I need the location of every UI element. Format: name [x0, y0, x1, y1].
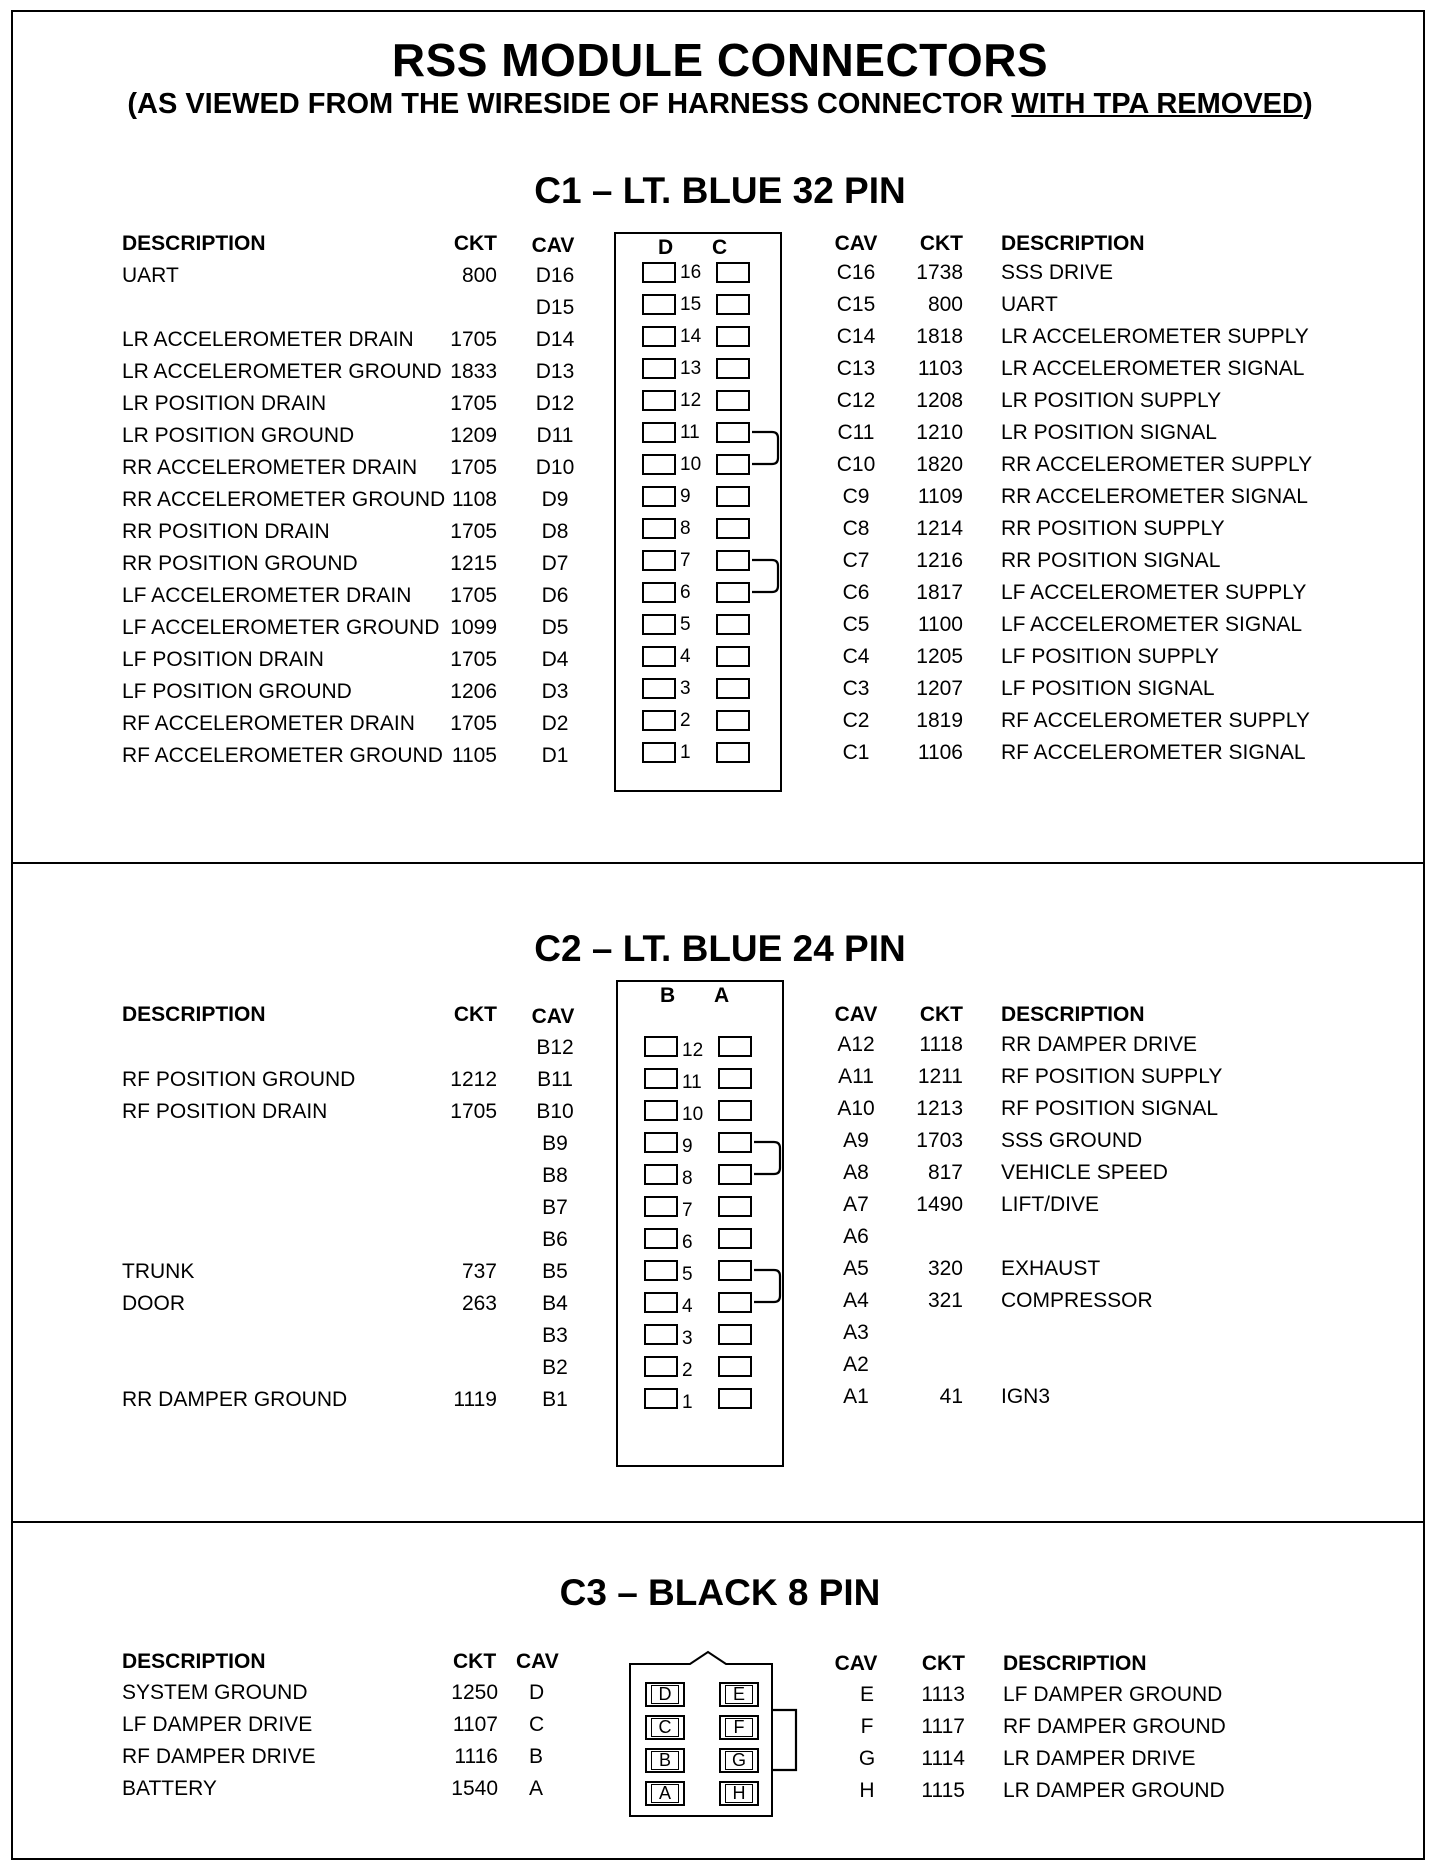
- c3-left-desc: RF DAMPER DRIVE: [122, 1745, 316, 1768]
- c2-pin-number: 10: [682, 1104, 704, 1125]
- c1-pin-right: [716, 486, 750, 507]
- c1-pin-number: 16: [680, 262, 702, 283]
- c1-right-desc: RR ACCELEROMETER SIGNAL: [1001, 485, 1308, 508]
- c1-right-cav: C9: [842, 485, 870, 508]
- c2-right-cav: A2: [843, 1353, 869, 1376]
- c1-left-cav: D13: [535, 360, 575, 383]
- c1-left-desc: LR POSITION DRAIN: [122, 392, 327, 415]
- c1-right-cav: C2: [842, 709, 870, 732]
- c1-right-cav: C6: [842, 581, 870, 604]
- c2-pin-number: 2: [682, 1360, 693, 1381]
- c1-right-ckt: 1205: [916, 645, 963, 668]
- c1-right-desc: SSS DRIVE: [1001, 261, 1114, 284]
- c2-right-desc: VEHICLE SPEED: [1001, 1161, 1168, 1184]
- c1-left-ckt: 1705: [450, 456, 497, 479]
- c1-left-cav: D12: [535, 392, 575, 415]
- c2-pin-number: 1: [682, 1392, 693, 1413]
- c2-pin-left: [644, 1292, 678, 1313]
- c1-left-desc: LF ACCELEROMETER DRAIN: [122, 584, 412, 607]
- c1-left-desc: RF ACCELEROMETER GROUND: [122, 744, 443, 767]
- c2-right-ckt: 320: [927, 1257, 963, 1280]
- c1-pin-number: 10: [680, 454, 702, 475]
- c1-right-cav-header: CAV: [834, 232, 878, 255]
- c1-left-cav: D9: [541, 488, 569, 511]
- c1-pin-right: [716, 710, 750, 731]
- c3-left-desc: SYSTEM GROUND: [122, 1681, 308, 1704]
- c1-left-ckt: 800: [461, 264, 497, 287]
- c1-right-cav: C5: [842, 613, 870, 636]
- c2-pin-right: [718, 1036, 752, 1057]
- c2-left-cav: B9: [542, 1132, 568, 1155]
- c2-right-ckt: 321: [927, 1289, 963, 1312]
- c2-pin-number: 5: [682, 1264, 693, 1285]
- c1-right-ckt: 1818: [916, 325, 963, 348]
- c3-left-ckt: 1250: [451, 1681, 498, 1704]
- c1-left-cav: D5: [541, 616, 569, 639]
- c2-column-label-right: A: [714, 984, 730, 1007]
- c1-right-desc: RF ACCELEROMETER SIGNAL: [1001, 741, 1306, 764]
- c2-left-ckt: 1705: [450, 1100, 497, 1123]
- c1-pin-number: 3: [680, 678, 691, 699]
- c3-pin-label-left: A: [651, 1784, 679, 1803]
- c2-pin-number: 3: [682, 1328, 693, 1349]
- c1-jumper-1: [752, 430, 792, 466]
- c2-left-desc: RR DAMPER GROUND: [122, 1388, 348, 1411]
- c1-right-ckt: 1214: [916, 517, 963, 540]
- c1-pin-number: 14: [680, 326, 702, 347]
- c1-right-desc: RR POSITION SUPPLY: [1001, 517, 1225, 540]
- c2-pin-number: 4: [682, 1296, 693, 1317]
- c1-left-ckt: 1206: [450, 680, 497, 703]
- c1-right-ckt: 1100: [917, 613, 963, 636]
- c3-right-ckt: 1113: [921, 1683, 965, 1706]
- c1-right-ckt: 800: [927, 293, 963, 316]
- c1-left-cav: D3: [541, 680, 569, 703]
- c2-pin-right: [718, 1068, 752, 1089]
- c1-pin-right: [716, 262, 750, 283]
- c2-left-desc: RF POSITION GROUND: [122, 1068, 356, 1091]
- c2-pin-right: [718, 1356, 752, 1377]
- c1-right-cav: C15: [836, 293, 876, 316]
- c1-left-cav: D10: [535, 456, 575, 479]
- c1-column-label-right: C: [712, 236, 728, 259]
- c1-right-ckt: 1820: [916, 453, 963, 476]
- c1-left-cav: D7: [541, 552, 569, 575]
- c1-left-ckt: 1705: [450, 392, 497, 415]
- page-subtitle: [0, 88, 1440, 121]
- c2-left-cav: B6: [542, 1228, 568, 1251]
- c1-left-ckt: 1833: [450, 360, 497, 383]
- c2-pin-right: [718, 1132, 752, 1153]
- c2-pin-right: [718, 1292, 752, 1313]
- c2-left-cav: B1: [542, 1388, 568, 1411]
- c1-pin-right: [716, 646, 750, 667]
- c1-left-desc: RR ACCELEROMETER DRAIN: [122, 456, 418, 479]
- c1-left-desc: RR POSITION GROUND: [122, 552, 358, 575]
- c3-right-cav-header: CAV: [834, 1652, 878, 1675]
- c2-left-desc-header: DESCRIPTION: [122, 1003, 266, 1026]
- c1-pin-right: [716, 742, 750, 763]
- c1-pin-left: [642, 262, 676, 283]
- c3-pin-label-left: C: [651, 1718, 679, 1737]
- c2-right-desc: RF POSITION SIGNAL: [1001, 1097, 1219, 1120]
- c2-title: C2 – LT. BLUE 24 PIN: [534, 928, 906, 969]
- c1-right-ckt: 1207: [916, 677, 963, 700]
- c1-right-ckt: 1210: [916, 421, 963, 444]
- c2-right-ckt: 1213: [916, 1097, 963, 1120]
- c2-right-cav: A6: [843, 1225, 869, 1248]
- c2-pin-left: [644, 1196, 678, 1217]
- c1-right-cav: C16: [836, 261, 876, 284]
- c2-pin-right: [718, 1324, 752, 1345]
- c1-right-ckt-header: CKT: [919, 232, 963, 255]
- c2-right-ckt: 1490: [916, 1193, 963, 1216]
- c1-pin-right: [716, 390, 750, 411]
- c2-pin-right: [718, 1228, 752, 1249]
- c1-pin-number: 9: [680, 486, 691, 507]
- c3-left-cav: D: [529, 1681, 545, 1704]
- c3-pin-label-left: B: [651, 1751, 679, 1770]
- c2-right-ckt: 1703: [916, 1129, 963, 1152]
- c3-right-ckt: 1117: [921, 1715, 965, 1738]
- c2-right-ckt: 1211: [917, 1065, 963, 1088]
- c1-right-desc: LF POSITION SIGNAL: [1001, 677, 1215, 700]
- c2-right-ckt-header: CKT: [919, 1003, 963, 1026]
- c3-right-cav: E: [859, 1683, 874, 1706]
- c1-right-ckt: 1216: [916, 549, 963, 572]
- c3-pin-label-right: F: [725, 1718, 753, 1737]
- c1-right-ckt: 1817: [916, 581, 963, 604]
- section-divider-1: [11, 862, 1425, 864]
- c1-pin-left: [642, 326, 676, 347]
- c1-left-ckt: 1705: [450, 328, 497, 351]
- c1-left-desc: RR POSITION DRAIN: [122, 520, 330, 543]
- c3-right-ckt-header: CKT: [921, 1652, 965, 1675]
- c2-pin-number: 7: [682, 1200, 693, 1221]
- c2-right-cav: A12: [837, 1033, 875, 1056]
- c3-left-desc: LF DAMPER DRIVE: [122, 1713, 313, 1736]
- c2-right-desc: RF POSITION SUPPLY: [1001, 1065, 1223, 1088]
- c3-left-ckt: 1107: [452, 1713, 498, 1736]
- c2-right-cav: A8: [843, 1161, 869, 1184]
- c1-right-desc: LR ACCELEROMETER SIGNAL: [1001, 357, 1305, 380]
- c3-right-ckt: 1114: [921, 1747, 965, 1770]
- c3-left-ckt: 1540: [451, 1777, 498, 1800]
- c1-pin-right: [716, 358, 750, 379]
- c2-pin-left: [644, 1164, 678, 1185]
- c1-pin-left: [642, 614, 676, 635]
- c2-right-cav: A7: [843, 1193, 869, 1216]
- c1-pin-number: 13: [680, 358, 702, 379]
- c1-left-desc: LF POSITION DRAIN: [122, 648, 324, 671]
- c2-left-cav: B12: [536, 1036, 574, 1059]
- c2-jumper-2: [754, 1268, 794, 1304]
- c2-left-desc: TRUNK: [122, 1260, 195, 1283]
- c2-pin-left: [644, 1324, 678, 1345]
- c1-pin-right: [716, 582, 750, 603]
- c2-left-desc: RF POSITION DRAIN: [122, 1100, 328, 1123]
- c2-right-ckt: 1118: [919, 1033, 963, 1056]
- c2-pin-left: [644, 1132, 678, 1153]
- subtitle-underlined: WITH TPA REMOVED: [1011, 88, 1303, 120]
- c2-pin-left: [644, 1068, 678, 1089]
- c2-left-cav: B5: [542, 1260, 568, 1283]
- c1-pin-right: [716, 422, 750, 443]
- c1-pin-right: [716, 294, 750, 315]
- c1-right-ckt: 1109: [917, 485, 963, 508]
- c1-right-desc: LF ACCELEROMETER SUPPLY: [1001, 581, 1307, 604]
- c2-right-ckt: 817: [927, 1161, 963, 1184]
- c3-right-desc: LR DAMPER GROUND: [1003, 1779, 1225, 1802]
- c1-right-cav: C4: [842, 645, 870, 668]
- c1-left-desc: UART: [122, 264, 179, 287]
- c1-right-cav: C11: [837, 421, 875, 444]
- c3-right-desc: LR DAMPER DRIVE: [1003, 1747, 1196, 1770]
- c3-right-desc: LF DAMPER GROUND: [1003, 1683, 1223, 1706]
- c2-pin-right: [718, 1164, 752, 1185]
- c2-jumper-1: [754, 1140, 794, 1176]
- c1-left-desc-header: DESCRIPTION: [122, 232, 266, 255]
- c1-connector-body: [614, 232, 782, 792]
- c2-right-desc: EXHAUST: [1001, 1257, 1101, 1280]
- subtitle-prefix: (AS VIEWED FROM THE WIRESIDE OF HARNESS CONNECTOR: [127, 88, 1012, 120]
- c1-pin-left: [642, 742, 676, 763]
- c1-left-ckt: 1705: [450, 648, 497, 671]
- c1-right-cav: C3: [842, 677, 870, 700]
- c1-left-desc: LR ACCELEROMETER GROUND: [122, 360, 442, 383]
- c1-title: C1 – LT. BLUE 32 PIN: [534, 170, 906, 211]
- c3-left-cav: C: [529, 1713, 545, 1736]
- c1-pin-left: [642, 582, 676, 603]
- c2-right-cav: A4: [843, 1289, 869, 1312]
- c1-right-cav: C8: [842, 517, 870, 540]
- c2-pin-number: 12: [682, 1040, 704, 1061]
- c2-right-desc: SSS GROUND: [1001, 1129, 1143, 1152]
- c2-pin-right: [718, 1260, 752, 1281]
- c1-left-ckt: 1099: [450, 616, 497, 639]
- c1-left-ckt-header: CKT: [453, 232, 497, 255]
- c1-pin-left: [642, 518, 676, 539]
- c1-pin-number: 2: [680, 710, 691, 731]
- c1-left-desc: LF POSITION GROUND: [122, 680, 352, 703]
- c2-right-cav: A3: [843, 1321, 869, 1344]
- c1-right-desc: LF POSITION SUPPLY: [1001, 645, 1219, 668]
- subtitle-suffix: ): [1302, 88, 1313, 120]
- c3-pin-label-right: H: [725, 1784, 753, 1803]
- c2-right-cav: A5: [843, 1257, 869, 1280]
- c1-right-desc: UART: [1001, 293, 1058, 316]
- c1-pin-number: 12: [680, 390, 702, 411]
- c1-left-desc: RR ACCELEROMETER GROUND: [122, 488, 446, 511]
- c1-pin-left: [642, 550, 676, 571]
- c1-pin-left: [642, 710, 676, 731]
- c2-left-ckt: 737: [461, 1260, 497, 1283]
- c1-right-desc-header: DESCRIPTION: [1001, 232, 1145, 255]
- c1-right-ckt: 1106: [917, 741, 963, 764]
- c1-right-desc: LF ACCELEROMETER SIGNAL: [1001, 613, 1303, 636]
- c2-right-desc: COMPRESSOR: [1001, 1289, 1153, 1312]
- c2-right-cav-header: CAV: [834, 1003, 878, 1026]
- c1-left-cav: D8: [541, 520, 569, 543]
- c1-left-cav: D1: [541, 744, 569, 767]
- c1-left-ckt: 1705: [450, 712, 497, 735]
- c3-left-desc: BATTERY: [122, 1777, 217, 1800]
- c1-left-ckt: 1705: [450, 584, 497, 607]
- c1-right-desc: RR POSITION SIGNAL: [1001, 549, 1221, 572]
- c1-left-desc: LR ACCELEROMETER DRAIN: [122, 328, 414, 351]
- c3-pin-label-right: E: [725, 1685, 753, 1704]
- c1-left-ckt: 1105: [451, 744, 497, 767]
- c2-pin-number: 11: [682, 1072, 702, 1093]
- c2-pin-left: [644, 1036, 678, 1057]
- c1-right-ckt: 1208: [916, 389, 963, 412]
- c1-left-ckt: 1209: [450, 424, 497, 447]
- c1-pin-number: 4: [680, 646, 691, 667]
- c1-left-cav: D16: [535, 264, 575, 287]
- c2-left-cav: B8: [542, 1164, 568, 1187]
- c1-pin-right: [716, 678, 750, 699]
- c2-left-cav: B4: [542, 1292, 568, 1315]
- c1-pin-number: 1: [680, 742, 691, 763]
- c2-left-ckt: 1119: [453, 1388, 497, 1411]
- c1-right-cav: C14: [836, 325, 876, 348]
- c1-pin-right: [716, 550, 750, 571]
- c3-right-cav: H: [859, 1779, 875, 1802]
- c1-pin-left: [642, 646, 676, 667]
- c2-right-ckt: 41: [939, 1385, 963, 1408]
- c1-pin-right: [716, 326, 750, 347]
- c2-pin-left: [644, 1356, 678, 1377]
- c1-right-ckt: 1103: [917, 357, 963, 380]
- c1-pin-number: 6: [680, 582, 691, 603]
- c2-left-cav: B2: [542, 1356, 568, 1379]
- c2-pin-left: [644, 1228, 678, 1249]
- c2-left-ckt-header: CKT: [453, 1003, 497, 1026]
- c2-left-cav: B10: [536, 1100, 574, 1123]
- c1-left-desc: LF ACCELEROMETER GROUND: [122, 616, 440, 639]
- c3-right-cav: G: [858, 1747, 876, 1770]
- c2-right-cav: A1: [843, 1385, 869, 1408]
- c3-pin-label-left: D: [651, 1685, 679, 1704]
- c1-pin-number: 7: [680, 550, 691, 571]
- c1-right-desc: RF ACCELEROMETER SUPPLY: [1001, 709, 1310, 732]
- c1-pin-left: [642, 454, 676, 475]
- c1-right-desc: RR ACCELEROMETER SUPPLY: [1001, 453, 1313, 476]
- c1-pin-left: [642, 678, 676, 699]
- c1-pin-left: [642, 294, 676, 315]
- c2-pin-right: [718, 1196, 752, 1217]
- c3-right-desc: RF DAMPER GROUND: [1003, 1715, 1226, 1738]
- c2-pin-left: [644, 1260, 678, 1281]
- c1-right-cav: C12: [836, 389, 876, 412]
- c2-left-ckt: 263: [461, 1292, 497, 1315]
- c1-left-desc: RF ACCELEROMETER DRAIN: [122, 712, 415, 735]
- c2-right-desc: LIFT/DIVE: [1001, 1193, 1100, 1216]
- c2-left-cav: B3: [542, 1324, 568, 1347]
- c2-pin-number: 9: [682, 1136, 693, 1157]
- c2-pin-number: 8: [682, 1168, 693, 1189]
- c1-left-cav: D11: [536, 424, 574, 447]
- c1-right-desc: LR POSITION SUPPLY: [1001, 389, 1222, 412]
- c2-pin-left: [644, 1388, 678, 1409]
- c1-left-cav: D2: [541, 712, 569, 735]
- c1-right-desc: LR ACCELEROMETER SUPPLY: [1001, 325, 1309, 348]
- c3-left-desc-header: DESCRIPTION: [122, 1650, 266, 1673]
- section-divider-2: [11, 1521, 1425, 1523]
- c1-left-ckt: 1705: [450, 520, 497, 543]
- c3-title: C3 – BLACK 8 PIN: [559, 1572, 881, 1613]
- c1-right-cav: C7: [842, 549, 870, 572]
- c1-pin-number: 11: [680, 422, 700, 443]
- c2-right-desc-header: DESCRIPTION: [1001, 1003, 1145, 1026]
- c1-pin-number: 8: [680, 518, 691, 539]
- c3-left-cav: B: [529, 1745, 544, 1768]
- c2-right-cav: A10: [837, 1097, 875, 1120]
- c1-pin-right: [716, 614, 750, 635]
- c3-left-ckt: 1116: [454, 1745, 498, 1768]
- c2-right-cav: A11: [838, 1065, 874, 1088]
- c1-pin-right: [716, 518, 750, 539]
- c1-left-cav-header: CAV: [531, 234, 575, 257]
- c2-right-cav: A9: [843, 1129, 869, 1152]
- c1-right-cav: C10: [836, 453, 876, 476]
- c2-left-cav: B7: [542, 1196, 568, 1219]
- c1-left-cav: D4: [541, 648, 569, 671]
- c1-pin-number: 5: [680, 614, 691, 635]
- c3-right-cav: F: [860, 1715, 874, 1738]
- c3-right-desc-header: DESCRIPTION: [1003, 1652, 1147, 1675]
- c2-column-label-left: B: [660, 984, 676, 1007]
- c1-right-ckt: 1738: [916, 261, 963, 284]
- c2-right-desc: IGN3: [1001, 1385, 1051, 1408]
- c2-left-ckt: 1212: [450, 1068, 497, 1091]
- c1-left-cav: D15: [535, 296, 575, 319]
- c1-pin-left: [642, 422, 676, 443]
- c2-left-cav-header: CAV: [531, 1005, 575, 1028]
- c2-right-desc: RR DAMPER DRIVE: [1001, 1033, 1198, 1056]
- c1-pin-right: [716, 454, 750, 475]
- c1-left-cav: D6: [541, 584, 569, 607]
- c1-right-ckt: 1819: [916, 709, 963, 732]
- c1-jumper-2: [752, 558, 792, 594]
- c3-left-cav: A: [529, 1777, 544, 1800]
- c1-column-label-left: D: [658, 236, 674, 259]
- c1-pin-left: [642, 358, 676, 379]
- c3-left-ckt-header: CKT: [453, 1650, 497, 1673]
- c1-left-desc: LR POSITION GROUND: [122, 424, 355, 447]
- c1-left-ckt: 1215: [450, 552, 497, 575]
- c3-pin-label-right: G: [725, 1751, 753, 1770]
- c2-pin-right: [718, 1388, 752, 1409]
- c1-left-ckt: 1108: [451, 488, 497, 511]
- c1-left-cav: D14: [535, 328, 575, 351]
- c1-right-cav: C13: [836, 357, 876, 380]
- c2-pin-number: 6: [682, 1232, 693, 1253]
- c2-left-cav: B11: [537, 1068, 573, 1091]
- c3-left-cav-header: CAV: [516, 1650, 559, 1673]
- c2-left-desc: DOOR: [122, 1292, 185, 1315]
- c1-right-desc: LR POSITION SIGNAL: [1001, 421, 1217, 444]
- page-title: RSS MODULE CONNECTORS: [391, 34, 1049, 86]
- c1-pin-left: [642, 486, 676, 507]
- c3-right-ckt: 1115: [921, 1779, 965, 1802]
- c2-pin-right: [718, 1100, 752, 1121]
- c1-pin-left: [642, 390, 676, 411]
- c1-pin-number: 15: [680, 294, 702, 315]
- c1-right-cav: C1: [842, 741, 870, 764]
- c2-pin-left: [644, 1100, 678, 1121]
